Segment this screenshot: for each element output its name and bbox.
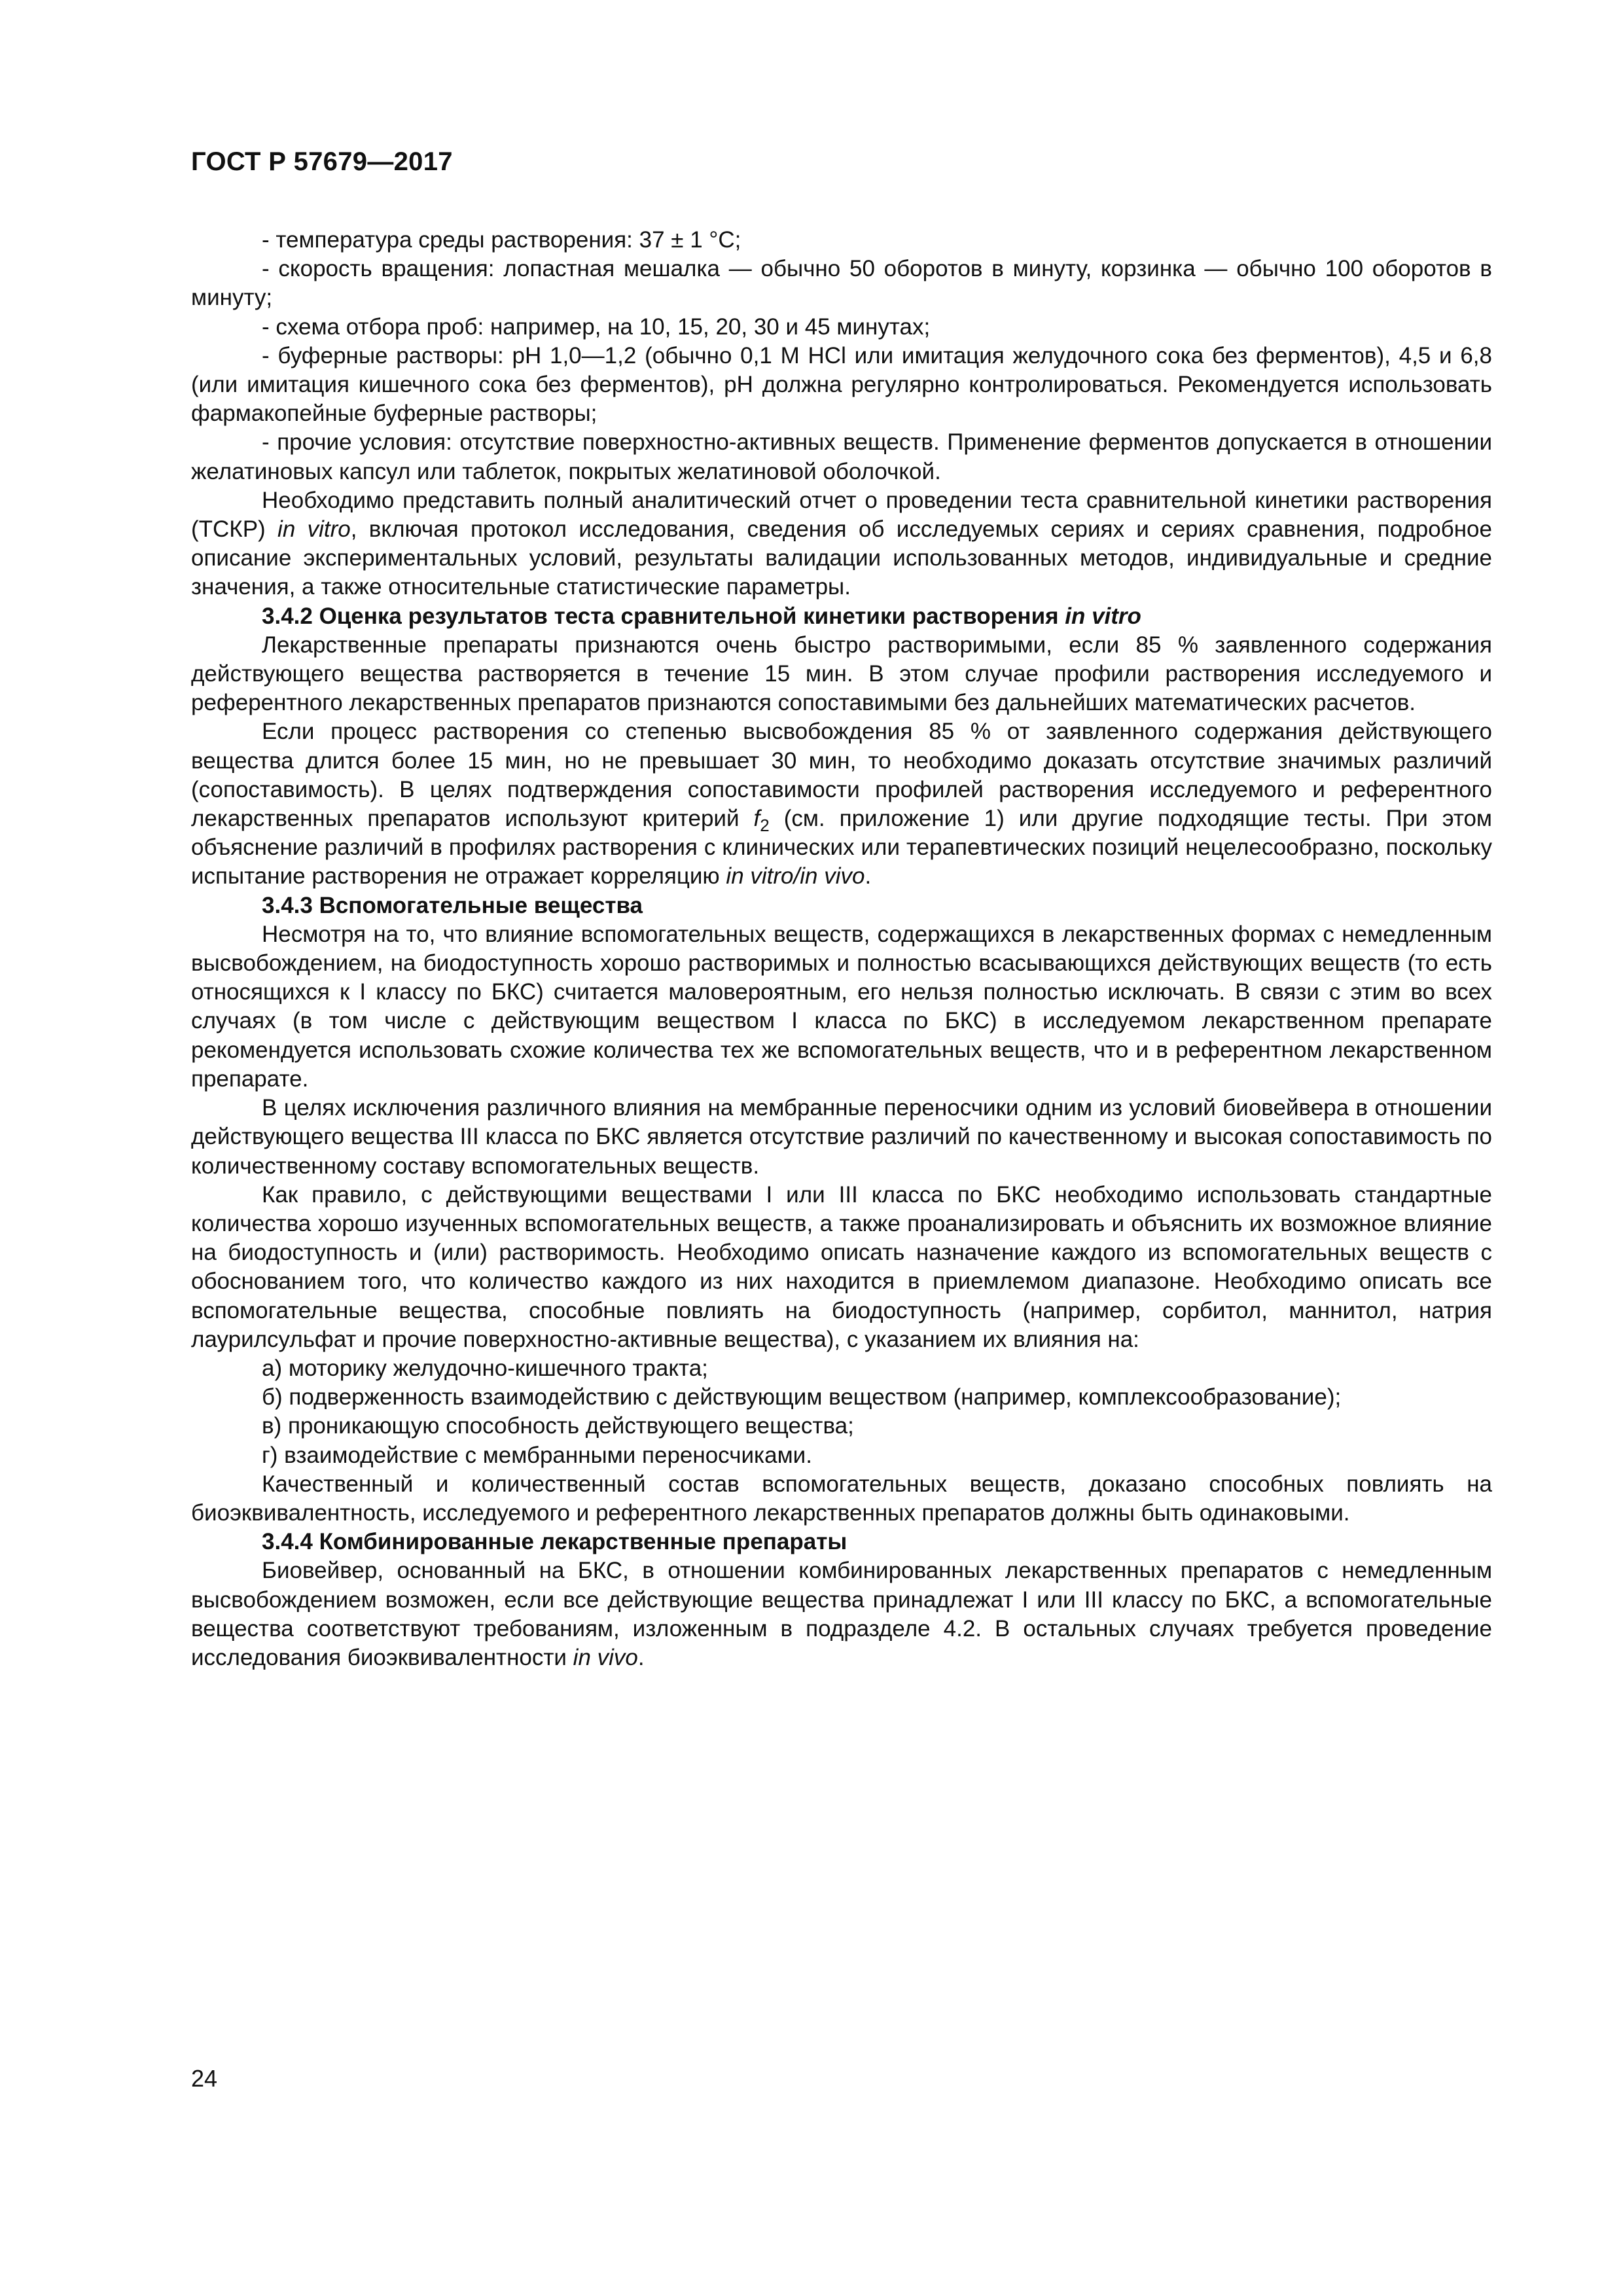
list-item-b: б) подверженность взаимодействию с действующим веществом (например, комплексообразование); bbox=[262, 1384, 1342, 1410]
paragraph-excipients-influence: Несмотря на то, что влияние вспомогательных веществ, содержащихся в лекарственных формах с немедленным высвобождением, на биодоступность хорошо растворимых и полностью всасывающихся действующих веществ (то есть относящихся к I классу по БКС) считается маловероятным, его нельзя полностью исключать. В связи с этим во всех случаях (в том числе с действующим веществом I класса по БКС) в исследуемом лекарственном препарате рекомендуется использовать схожие количества тех же вспомогательных веществ, что и в референтном лекарственном препарате. bbox=[191, 921, 1492, 1092]
document-header: ГОСТ Р 57679—2017 bbox=[191, 147, 453, 176]
condition-rotation-speed: - скорость вращения: лопастная мешалка — обычно 50 оборотов в минуту, корзинка — обычно 100 оборотов в минуту; bbox=[191, 256, 1492, 311]
condition-other: - прочие условия: отсутствие поверхностно-активных веществ. Применение ферментов допускается в отношении желатиновых капсул или таблеток, покрытых желатиновой оболочкой. bbox=[191, 429, 1492, 484]
section-heading-3-4-2: 3.4.2 Оценка результатов теста сравнительной кинетики растворения in vitro bbox=[262, 603, 1141, 629]
list-item-g: г) взаимодействие с мембранными переносчиками. bbox=[262, 1442, 812, 1468]
section-heading-3-4-3: 3.4.3 Вспомогательные вещества bbox=[262, 892, 643, 918]
paragraph-report-requirements: Необходимо представить полный аналитический отчет о проведении теста сравнительной кинетики растворения (ТСКР) in vitro, включая протокол исследования, сведения об исследуемых сериях и сериях сравнения, подробное описание экспериментальных условий, результаты валидации использованных методов, индивидуальные и средние значения, а также относительные статистические параметры. bbox=[191, 487, 1492, 600]
list-item-v: в) проникающую способность действующего вещества; bbox=[262, 1413, 854, 1439]
section-heading-3-4-4: 3.4.4 Комбинированные лекарственные препараты bbox=[262, 1529, 847, 1555]
paragraph-very-rapid-dissolution: Лекарственные препараты признаются очень быстро растворимыми, если 85 % заявленного содержания действующего вещества растворяется в течение 15 мин. В этом случае профили растворения исследуемого и референтного лекарственных препаратов признаются сопоставимыми без дальнейших математических расчетов. bbox=[191, 632, 1492, 716]
document-body bbox=[191, 226, 1492, 1672]
condition-buffer-solutions: - буферные растворы: рН 1,0—1,2 (обычно 0,1 М НСl или имитация желудочного сока без ферментов), 4,5 и 6,8 (или имитация кишечного сока без ферментов), рН должна регулярно контролироваться. Рекомендуется использовать фармакопейные буферные растворы; bbox=[191, 342, 1492, 427]
page-number: 24 bbox=[191, 2065, 218, 2092]
paragraph-standard-quantities: Как правило, с действующими веществами I или III класса по БКС необходимо использовать стандартные количества хорошо изученных вспомогательных веществ, а также проанализировать и объяснить их возможное влияние на биодоступность и (или) растворимость. Необходимо описать назначение каждого из вспомогательных веществ с обоснованием того, что количество каждого из них находится в приемлемом диапазоне. Необходимо описать все вспомогательные вещества, способные повлиять на биодоступность (например, сорбитол, маннитол, натрия лаурилсульфат и прочие поверхностно-активные вещества), с указанием их влияния на: bbox=[191, 1181, 1492, 1352]
paragraph-class-iii-excipients: В целях исключения различного влияния на мембранные переносчики одним из условий биовейвера в отношении действующего вещества III класса по БКС является отсутствие различий по качественному и высокая сопоставимость по количественному составу вспомогательных веществ. bbox=[191, 1095, 1492, 1179]
paragraph-combination-products: Биовейвер, основанный на БКС, в отношении комбинированных лекарственных препаратов с немедленным высвобождением возможен, если все действующие вещества принадлежат I или III классу по БКС, а вспомогательные вещества соответствуют требованиям, изложенным в подразделе 4.2. В остальных случаях требуется проведение исследования биоэквивалентности in vivo. bbox=[191, 1558, 1492, 1670]
condition-sampling-schedule: - схема отбора проб: например, на 10, 15, 20, 30 и 45 минутах; bbox=[262, 314, 931, 340]
list-item-a: а) моторику желудочно-кишечного тракта; bbox=[262, 1355, 708, 1381]
paragraph-f2-criterion: Если процесс растворения со степенью высвобождения 85 % от заявленного содержания действующего вещества длится более 15 мин, но не превышает 30 мин, то необходимо доказать отсутствие значимых различий (сопоставимость). В целях подтверждения сопоставимости профилей растворения исследуемого и референтного лекарственных препаратов используют критерий $f_2$ (см. приложение 1) или другие подходящие тесты. При этом объяснение различий в профилях растворения с клинических или терапевтических позиций нецелесообразно, поскольку испытание растворения не отражает корреляцию in vitro/in vivo. bbox=[191, 719, 1492, 889]
paragraph-composition-identical: Качественный и количественный состав вспомогательных веществ, доказано способных повлиять на биоэквивалентность, исследуемого и референтного лекарственных препаратов должны быть одинаковыми. bbox=[191, 1471, 1492, 1526]
condition-temperature: - температура среды растворения: 37 ± 1 °С; bbox=[262, 227, 741, 253]
